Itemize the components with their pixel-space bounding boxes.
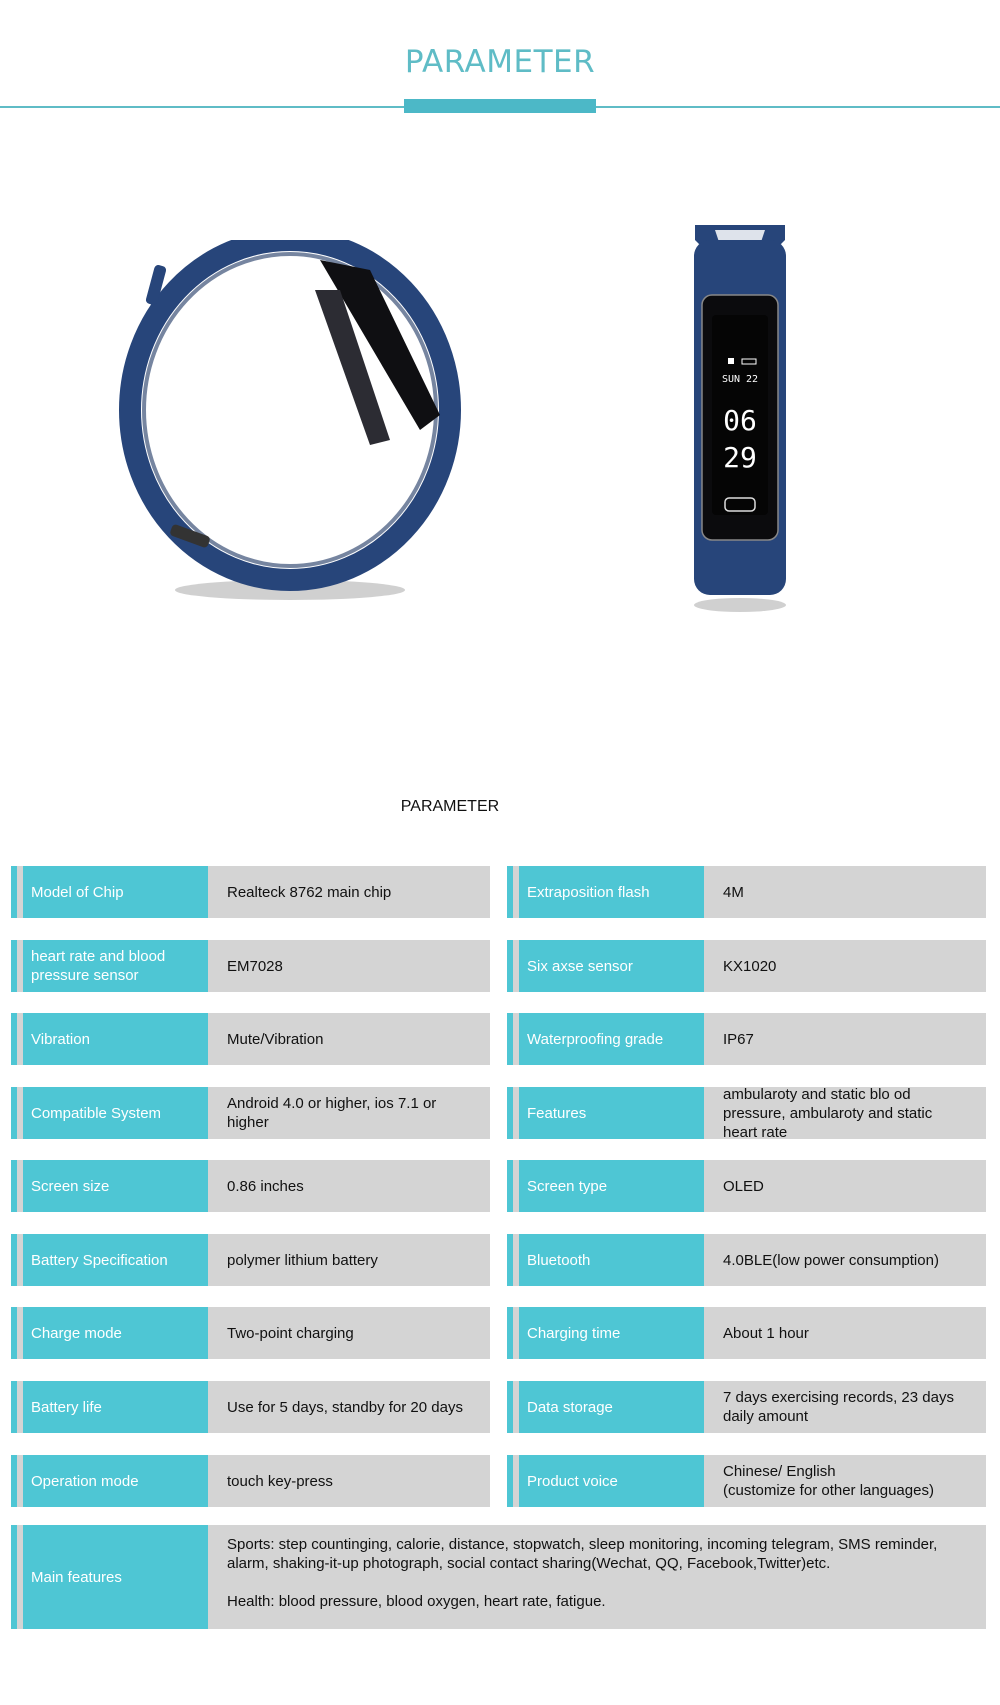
band-side-view-image — [110, 240, 480, 610]
param-row — [507, 866, 986, 918]
row-stripe — [11, 1087, 17, 1139]
param-row — [507, 1307, 986, 1359]
main-features-value — [211, 1525, 986, 1629]
param-value: IP67 — [723, 1030, 754, 1048]
param-value: ambularoty and static blo od pressure, ambularoty and static heart rate — [723, 1085, 933, 1141]
param-label: Screen type — [519, 1160, 704, 1212]
row-stripe — [507, 1455, 513, 1507]
param-value: 7 days exercising records, 23 days daily amount — [723, 1389, 954, 1425]
param-row — [11, 866, 490, 918]
param-row — [11, 1160, 490, 1212]
param-label: heart rate and blood pressure sensor — [23, 940, 208, 992]
param-value: EM7028 — [227, 957, 283, 975]
param-row — [507, 1160, 986, 1212]
param-value: 0.86 inches — [227, 1177, 304, 1195]
param-row — [11, 1381, 490, 1433]
param-row — [11, 1234, 490, 1286]
param-row — [507, 1455, 986, 1507]
param-value: 4.0BLE(low power consumption) — [723, 1251, 939, 1269]
param-label: Operation mode — [23, 1455, 208, 1507]
param-label: Charge mode — [23, 1307, 208, 1359]
param-row — [11, 1013, 490, 1065]
param-row — [507, 1234, 986, 1286]
param-value: Android 4.0 or higher, ios 7.1 or higher — [227, 1095, 437, 1131]
param-value: OLED — [723, 1177, 764, 1195]
row-stripe — [11, 1234, 17, 1286]
param-label: Data storage — [519, 1381, 704, 1433]
row-stripe — [11, 1013, 17, 1065]
row-stripe — [11, 1307, 17, 1359]
param-label: Bluetooth — [519, 1234, 704, 1286]
param-label: Battery life — [23, 1381, 208, 1433]
param-value: 4M — [723, 883, 744, 901]
row-stripe — [11, 866, 17, 918]
param-label: Compatible System — [23, 1087, 208, 1139]
param-row — [11, 1455, 490, 1507]
param-value: Mute/Vibration — [227, 1030, 324, 1048]
param-row — [11, 1087, 490, 1139]
param-value: Chinese/ English (customize for other languages) — [723, 1463, 934, 1499]
header-accent-bar — [404, 99, 596, 113]
param-label: Screen size — [23, 1160, 208, 1212]
row-stripe — [11, 1381, 17, 1433]
health-features-text: Health: blood pressure, blood oxygen, heart rate, fatigue. — [227, 1593, 606, 1610]
param-value: touch key-press — [227, 1472, 333, 1490]
param-row — [11, 1307, 490, 1359]
param-value: Realteck 8762 main chip — [227, 883, 392, 901]
param-label: Waterproofing grade — [519, 1013, 704, 1065]
row-stripe — [507, 1160, 513, 1212]
param-value: Two-point charging — [227, 1324, 354, 1342]
row-stripe — [507, 1381, 513, 1433]
param-value: KX1020 — [723, 957, 777, 975]
screen-minute: 29 — [723, 441, 757, 474]
param-label: Main features — [23, 1525, 208, 1629]
param-label: Extraposition flash — [519, 866, 704, 918]
row-stripe — [11, 1525, 17, 1629]
param-label: Vibration — [23, 1013, 208, 1065]
row-stripe — [507, 1307, 513, 1359]
param-label: Product voice — [519, 1455, 704, 1507]
param-row — [11, 940, 490, 992]
bluetooth-icon — [728, 358, 734, 364]
band-front-view-image — [680, 220, 800, 615]
row-stripe — [507, 866, 513, 918]
main-features-row — [11, 1525, 986, 1629]
param-value: polymer lithium battery — [227, 1251, 378, 1269]
row-stripe — [507, 1234, 513, 1286]
param-label: Model of Chip — [23, 866, 208, 918]
section-title: PARAMETER — [400, 798, 500, 815]
param-value: Use for 5 days, standby for 20 days — [227, 1398, 463, 1416]
sports-features-text: Sports: step countinging, calorie, distance, stopwatch, sleep monitoring, incoming telegram, SMS reminder, alarm, shaking-it-up photograph, social contact sharing(Wechat, QQ, Facebook,Twitter)etc. — [227, 1536, 938, 1572]
param-row — [507, 1087, 986, 1139]
param-row — [507, 1013, 986, 1065]
param-value: About 1 hour — [723, 1324, 809, 1342]
row-stripe — [11, 1455, 17, 1507]
param-label: Battery Specification — [23, 1234, 208, 1286]
row-stripe — [507, 1013, 513, 1065]
row-stripe — [11, 940, 17, 992]
page-title: PARAMETER — [404, 44, 596, 80]
screen-hour: 06 — [723, 404, 757, 437]
screen-day: SUN 22 — [721, 374, 759, 385]
row-stripe — [11, 1160, 17, 1212]
param-label: Six axse sensor — [519, 940, 704, 992]
row-stripe — [507, 940, 513, 992]
param-row — [507, 1381, 986, 1433]
param-row — [507, 940, 986, 992]
row-stripe — [507, 1087, 513, 1139]
param-label: Charging time — [519, 1307, 704, 1359]
param-label: Features — [519, 1087, 704, 1139]
